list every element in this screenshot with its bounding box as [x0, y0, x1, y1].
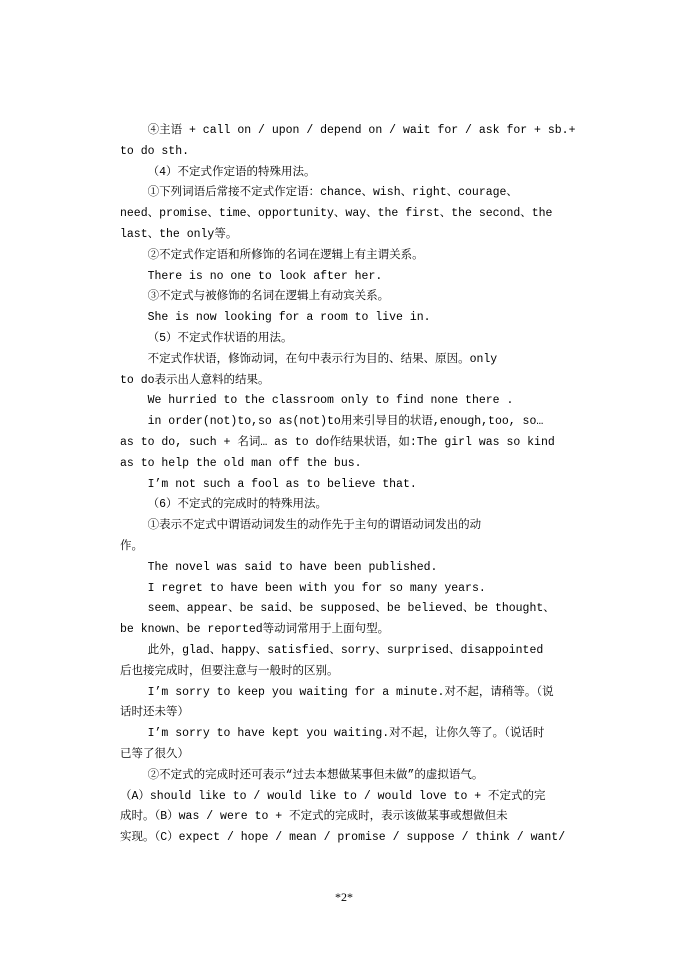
page-number: *2* [335, 890, 353, 904]
example-sentence: The novel was said to have been published. [120, 560, 438, 574]
section-heading: （5）不定式作状语的用法。 [120, 331, 293, 345]
text-line: ②不定式的完成时还可表示“过去本想做某事但未做”的虚拟语气。 [120, 768, 484, 782]
text-line: ①下列词语后常接不定式作定语：chance、wish、right、courage、 [120, 186, 518, 200]
text-line: 不定式作状语，修饰动词，在句中表示行为目的、结果、原因。only [120, 352, 498, 366]
document-body [120, 121, 576, 849]
example-sentence: There is no one to look after her. [120, 269, 383, 283]
text-line: 此外，glad、happy、satisfied、sorry、surprised、disappointed [120, 643, 544, 657]
text-line: ③不定式与被修饰的名词在逻辑上有动宾关系。 [120, 290, 390, 304]
text-line: as to do, such + 名词… as to do作结果状语，如:The girl was so kind [120, 435, 555, 449]
text-line: need、promise、time、opportunity、way、the first、the second、the [120, 207, 553, 221]
text-line: in order(not)to,so as(not)to用来引导目的状语,enough,too, so… [120, 415, 544, 429]
example-sentence: She is now looking for a room to live in. [120, 311, 431, 325]
example-sentence: I regret to have been with you for so many years. [120, 581, 486, 595]
text-line: ②不定式作定语和所修饰的名词在逻辑上有主谓关系。 [120, 248, 424, 262]
example-sentence: I’m sorry to have kept you waiting.对不起，让你久等了。（说话时 [120, 727, 545, 741]
example-sentence: We hurried to the classroom only to find none there . [120, 394, 514, 408]
example-sentence: I’m not such a fool as to believe that. [120, 477, 417, 491]
example-sentence: I’m sorry to keep you waiting for a minute.对不起，请稍等。（说 [120, 685, 554, 699]
text-line: last、the only等。 [120, 227, 238, 241]
text-line: 后也接完成时，但要注意与一般时的区别。 [120, 664, 339, 678]
text-line: to do sth. [120, 144, 190, 158]
text-line: ④主语 + call on / upon / depend on / wait for / ask for + sb.+ [120, 124, 576, 137]
section-heading: （6）不定式的完成时的特殊用法。 [120, 498, 328, 512]
text-line: to do表示出人意料的结果。 [120, 373, 270, 387]
text-line: be known、be reported等动词常用于上面句型。 [120, 623, 390, 637]
text-line: seem、appear、be said、be supposed、be believed、be thought、 [120, 602, 555, 616]
text-line: 成时。（B）was / were to + 不定式的完成时，表示该做某事或想做但未 [120, 810, 508, 824]
text-line: 已等了很久） [120, 747, 189, 761]
text-line: 实现。（C）expect / hope / mean / promise / suppose / think / want/ [120, 831, 566, 845]
section-heading: （4）不定式作定语的特殊用法。 [120, 165, 316, 179]
text-line: （A）should like to / would like to / would love to + 不定式的完 [120, 789, 546, 803]
text-line: 话时还未等） [120, 706, 189, 720]
text-line: as to help the old man off the bus. [120, 456, 362, 470]
text-line: ①表示不定式中谓语动词发生的动作先于主句的谓语动词发出的动 [120, 519, 482, 533]
text-line: 作。 [120, 539, 143, 553]
